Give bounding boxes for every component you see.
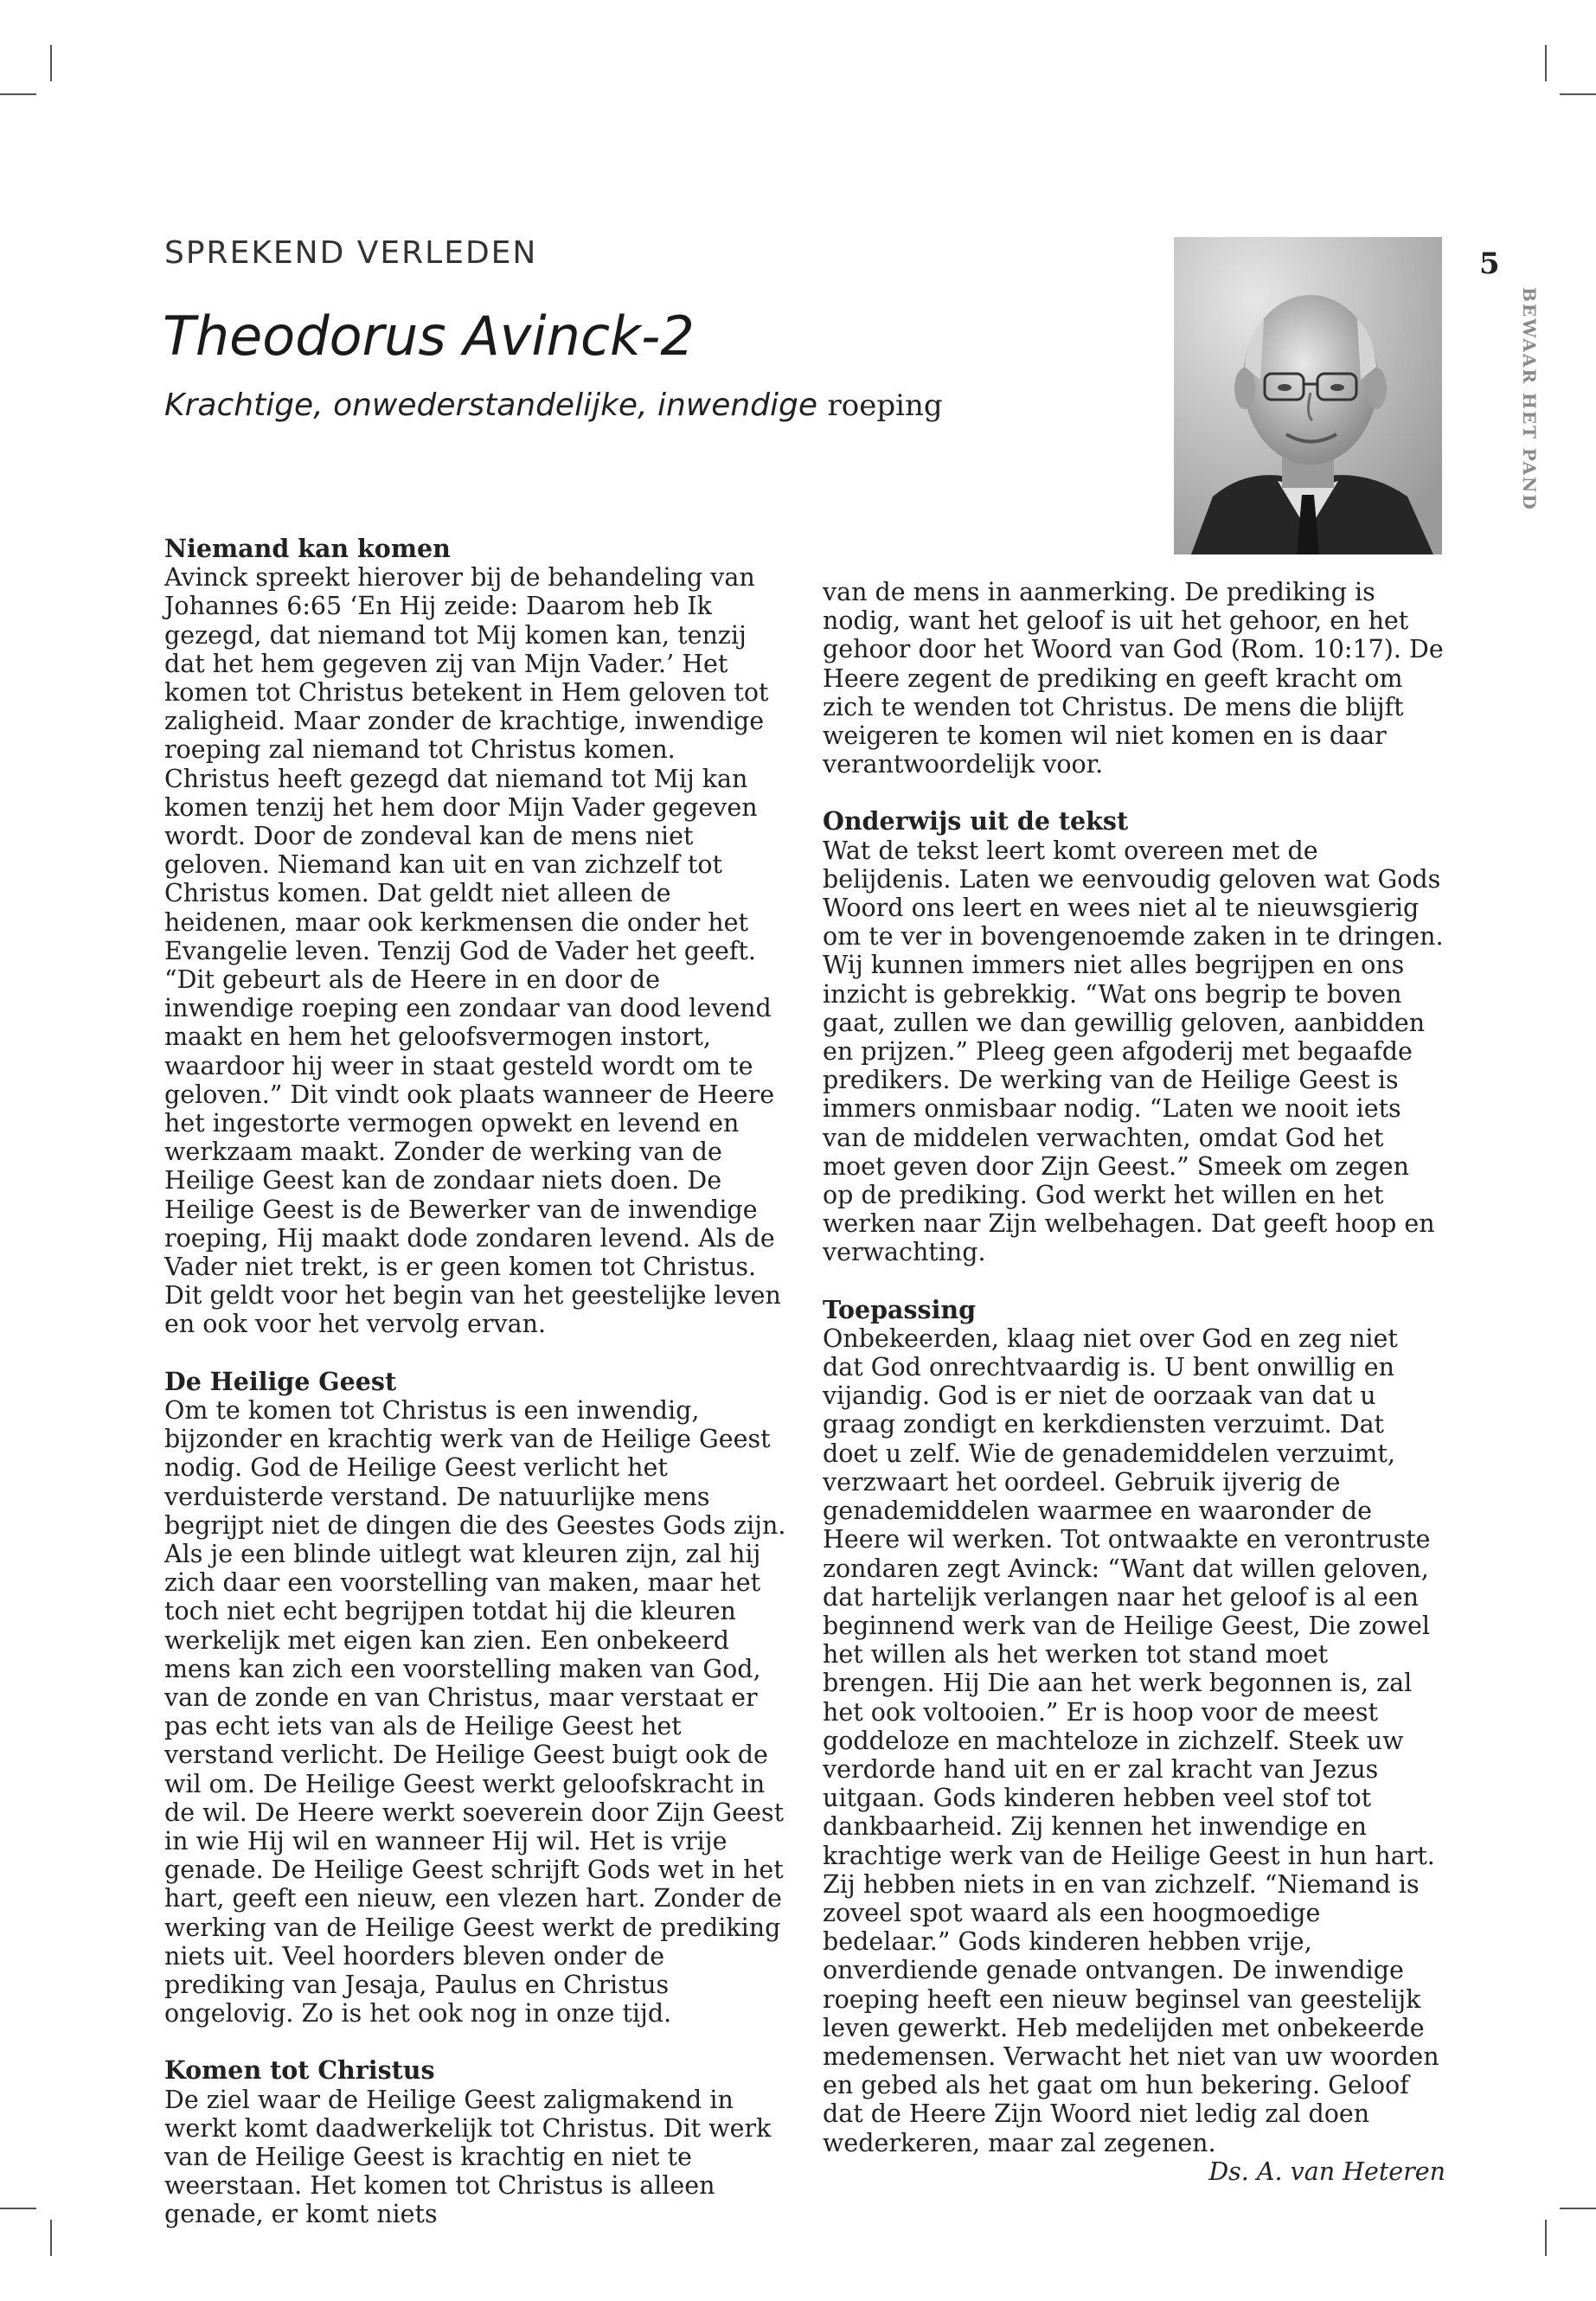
- section-body: De ziel waar de Heilige Geest zaligmakend in werkt komt daadwerkelijk tot Christus. Dit werk van de Heilige Geest is krachtig en niet te weerstaan. Het komen tot Christus is alleen genade, er komt niets: [164, 2085, 772, 2229]
- crop-mark: [0, 2208, 36, 2209]
- crop-mark: [50, 2220, 52, 2256]
- magazine-sidebar-label: BEWAAR HET PAND: [1519, 287, 1540, 511]
- section-heading: De Heilige Geest: [164, 1366, 397, 1396]
- portrait-photo-image: [1174, 237, 1442, 554]
- section: [823, 807, 1445, 1266]
- crop-mark: [0, 93, 36, 95]
- right-column: [823, 578, 1445, 2186]
- section-kicker: SPREKEND VERLEDEN: [164, 235, 538, 271]
- section-body: Onbekeerden, klaag niet over God en zeg niet dat God onrechtvaardig is. U bent onwillig en vijandig. God is er niet de oorzaak van dat u graag zondigt en kerkdiensten verzuimt. Dat doet u zelf. Wie de genademiddelen verzuimt, verzwaart het oordeel. Gebruik ijverig de genademiddelen waarmee en waaronder de Heere wil werken. Tot ontwaakte en verontruste zondaren zegt Avinck: “Want dat willen geloven, dat hartelijk verlangen naar het geloof is al een beginnend werk van de Heilige Geest, Die zowel het willen als het werken tot stand moet brengen. Hij Die aan het werk begonnen is, zal het ook voltooien.” Er is hoop voor de meest goddeloze en machteloze in zichzelf. Steek uw verdorde hand uit en er zal kracht van Jezus uitgaan. Gods kinderen hebben veel stof tot dankbaarheid. Zij kennen het inwendige en krachtige werk van de Heilige Geest in hun hart. Zij hebben niets in en van zichzelf. “Niemand is zoveel spot waard als een hoogmoedige bedelaar.” Gods kinderen hebben vrije, onverdiende genade ontvangen. De inwendige roeping heeft een nieuw beginsel van geestelijk leven gewerkt. Heb medelijden met onbekeerde medemensen. Verwacht het niet van uw woorden en gebed als het gaat om hun bekering. Geloof dat de Heere Zijn Woord niet ledig zal doen wederkeren, maar zal zegenen.: [823, 1324, 1439, 2157]
- section: [823, 578, 1445, 779]
- section-heading: Onderwijs uit de tekst: [823, 806, 1129, 836]
- crop-mark: [1545, 2220, 1547, 2256]
- section-heading: Komen tot Christus: [164, 2055, 435, 2086]
- crop-mark: [1545, 45, 1547, 81]
- section-heading: Niemand kan komen: [164, 534, 451, 563]
- subtitle-italic: Krachtige, onwederstandelijke, inwendige: [164, 388, 818, 423]
- section-body: van de mens in aanmerking. De prediking is nodig, want het geloof is uit het gehoor, en het gehoor door het Woord van God (Rom. 10:17). De Heere zegent de prediking en geeft kracht om zich te wenden tot Christus. De mens die blijft weigeren te komen wil niet komen en is daar verantwoordelijk voor.: [823, 578, 1444, 779]
- section: [823, 1296, 1445, 2157]
- section-body: Om te komen tot Christus is een inwendig, bijzonder en krachtig werk van de Heilige Geest nodig. God de Heilige Geest verlicht het verduisterde verstand. De natuurlijke mens begrijpt niet de dingen die des Geestes Gods zijn. Als je een blinde uitlegt wat kleuren zijn, zal hij zich daar een voorstelling van maken, maar het toch niet echt begrijpen totdat hij die kleuren werkelijk met eigen kan zien. Een onbekeerd mens kan zich een voorstelling maken van God, van de zonde en van Christus, maar verstaat er pas echt iets van als de Heilige Geest het verstand verlicht. De Heilige Geest buigt ook de wil om. De Heilige Geest werkt geloofskracht in de wil. De Heere werkt soeverein door Zijn Geest in wie Hij wil en wanneer Hij wil. Het is vrije genade. De Heilige Geest schrijft Gods wet in het hart, geeft een nieuw, een vlezen hart. Zonder de werking van de Heilige Geest werkt de prediking niets uit. Veel hoorders bleven onder de prediking van Jesaja, Paulus en Christus ongelovig. Zo is het ook nog in onze tijd.: [164, 1395, 786, 2029]
- left-column: [164, 535, 787, 2258]
- article-title: Theodorus Avinck-2: [163, 304, 695, 368]
- page-number: 5: [1479, 247, 1500, 281]
- section-body: Wat de tekst leert komt overeen met de belijdenis. Laten we eenvoudig geloven wat Gods Woord ons leert en wees niet al te nieuwsgierig om te ver in bovengenoemde zaken in te dringen. Wij kunnen immers niet alles begrijpen en ons inzicht is gebrekkig. “Wat ons begrip te boven gaat, zullen we dan gewillig geloven, aanbidden en prijzen.” Pleeg geen afgoderij met begaafde predikers. De werking van de Heilige Geest is immers onmisbaar nodig. “Laten we nooit iets van de middelen verwachten, omdat God het moet geven door Zijn Geest.” Smeek om zegen op de prediking. God werkt het willen en het werken naar Zijn welbehagen. Dat geeft hoop en verwachting.: [823, 836, 1444, 1267]
- portrait-photo: [1174, 237, 1442, 554]
- section-heading: Toepassing: [823, 1294, 977, 1324]
- crop-mark: [50, 45, 52, 81]
- section-body: Avinck spreekt hierover bij de behandeling van Johannes 6:65 ‘En Hij zeide: Daarom heb Ik gezegd, dat niemand tot Mij komen kan, tenzij dat het hem gegeven zij van Mijn Vader.’ Het komen tot Christus betekent in Hem geloven tot zaligheid. Maar zonder de krachtige, inwendige roeping zal niemand tot Christus komen. Christus heeft gezegd dat niemand tot Mij kan komen tenzij het hem door Mijn Vader gegeven wordt. Door de zondeval kan de mens niet geloven. Niemand kan uit en van zichzelf tot Christus komen. Dat geldt niet alleen de heidenen, maar ook kerkmensen die onder het Evangelie leven. Tenzij God de Vader het geeft. “Dit gebeurt als de Heere in en door de inwendige roeping een zondaar van dood levend maakt en hem het geloofsvermogen instort, waardoor hij weer in staat gesteld wordt om te geloven.” Dit vindt ook plaats wanneer de Heere het ingestorte vermogen opwekt en levend en werkzaam maakt. Zonder de werking van de Heilige Geest kan de zondaar niets doen. De Heilige Geest is de Bewerker van de inwendige roeping, Hij maakt dode zondaren levend. Als de Vader niet trekt, is er geen komen tot Christus. Dit geldt voor het begin van het geestelijke leven en ook voor het vervolg ervan.: [164, 563, 781, 1339]
- author-signature: Ds. A. van Heteren: [1208, 2157, 1445, 2186]
- section: [164, 535, 787, 1339]
- article-subtitle: [164, 388, 943, 423]
- crop-mark: [1560, 93, 1596, 95]
- section: [164, 2056, 787, 2228]
- subtitle-plain: roeping: [827, 388, 943, 423]
- crop-mark: [1560, 2208, 1596, 2209]
- section: [164, 1368, 787, 2029]
